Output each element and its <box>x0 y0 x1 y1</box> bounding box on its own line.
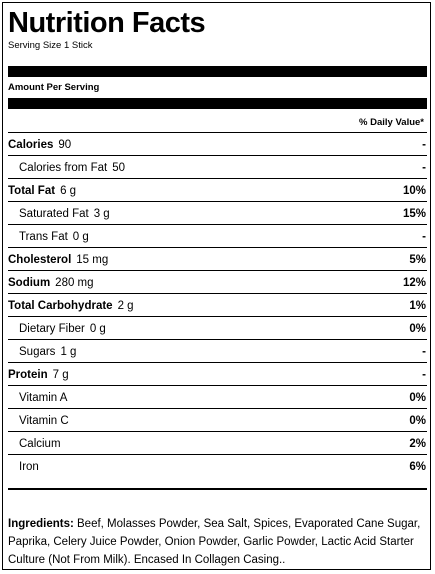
nutrient-row <box>8 409 427 432</box>
nutrient-amount: 0 g <box>72 230 89 243</box>
nutrient-amount: 1 g <box>60 345 77 358</box>
nutrient-daily-value: 12% <box>402 276 426 289</box>
nutrient-row <box>8 455 427 478</box>
ingredients-block <box>8 515 429 569</box>
nutrient-amount: 50 <box>112 161 125 174</box>
nutrient-amount: 7 g <box>52 368 69 381</box>
nutrient-amount: 3 g <box>93 207 110 220</box>
nutrient-row <box>8 294 427 317</box>
nutrient-amount: 90 <box>58 138 72 151</box>
nutrient-daily-value: 10% <box>402 184 426 197</box>
nutrient-row <box>8 225 427 248</box>
nutrient-name: Sugars <box>19 345 56 358</box>
divider-bottom <box>8 488 427 490</box>
nutrient-name: Sodium <box>8 276 51 289</box>
nutrient-daily-value: 0% <box>409 414 426 427</box>
nutrient-row <box>8 271 427 294</box>
nutrient-amount: 6 g <box>60 184 77 197</box>
nutrient-name: Trans Fat <box>19 230 68 243</box>
nutrient-amount: 15 mg <box>76 253 109 266</box>
nutrient-row <box>8 179 427 202</box>
nutrient-name: Calcium <box>19 437 61 450</box>
nutrient-daily-value: 1% <box>409 299 426 312</box>
thick-divider-top <box>8 66 427 77</box>
nutrient-row <box>8 432 427 455</box>
nutrient-daily-value: - <box>422 230 426 243</box>
nutrient-daily-value: 5% <box>409 253 426 266</box>
nutrient-row <box>8 340 427 363</box>
amount-per-serving: Amount Per Serving <box>8 82 100 93</box>
thick-divider-middle <box>8 98 427 109</box>
nutrient-row <box>8 386 427 409</box>
nutrient-row <box>8 248 427 271</box>
nutrient-row <box>8 156 427 179</box>
ingredients-text: Beef, Molasses Powder, Sea Salt, Spices, Evaporated Cane Sugar, Paprika, Celery Juice Powder, Onion Powder, Garlic Powder, Lactic Acid Starter Culture (Not From Milk). Encased In Collagen Casing.. <box>8 518 421 566</box>
nutrient-daily-value: - <box>422 345 426 358</box>
nutrient-daily-value: 15% <box>402 207 426 220</box>
ingredients-label: Ingredients: <box>8 518 74 530</box>
serving-size: Serving Size 1 Stick <box>8 40 93 51</box>
nutrient-name: Calories from Fat <box>19 161 108 174</box>
nutrient-daily-value: 0% <box>409 391 426 404</box>
nutrient-name: Iron <box>19 460 39 473</box>
daily-value-header: % Daily Value* <box>359 117 424 128</box>
nutrient-name: Dietary Fiber <box>19 322 85 335</box>
nutrient-amount: 2 g <box>117 299 134 312</box>
nutrient-name: Cholesterol <box>8 253 72 266</box>
nutrient-name: Vitamin A <box>19 391 68 404</box>
nutrient-name: Total Carbohydrate <box>8 299 113 312</box>
nutrient-daily-value: 6% <box>409 460 426 473</box>
nutrient-daily-value: 0% <box>409 322 426 335</box>
nutrient-daily-value: - <box>422 138 426 151</box>
nutrient-name: Protein <box>8 368 48 381</box>
nutrient-row <box>8 133 427 156</box>
nutrient-amount: 280 mg <box>55 276 94 289</box>
nutrient-daily-value: - <box>422 368 426 381</box>
nutrient-name: Saturated Fat <box>19 207 89 220</box>
nutrient-daily-value: 2% <box>409 437 426 450</box>
nutrient-name: Total Fat <box>8 184 56 197</box>
nutrient-daily-value: - <box>422 161 426 174</box>
nutrient-row <box>8 317 427 340</box>
nutrition-facts-panel <box>2 2 431 570</box>
panel-title: Nutrition Facts <box>8 7 206 39</box>
nutrient-row <box>8 202 427 225</box>
nutrient-amount: 0 g <box>89 322 106 335</box>
nutrient-name: Calories <box>8 138 54 151</box>
nutrient-row <box>8 363 427 386</box>
nutrient-name: Vitamin C <box>19 414 69 427</box>
